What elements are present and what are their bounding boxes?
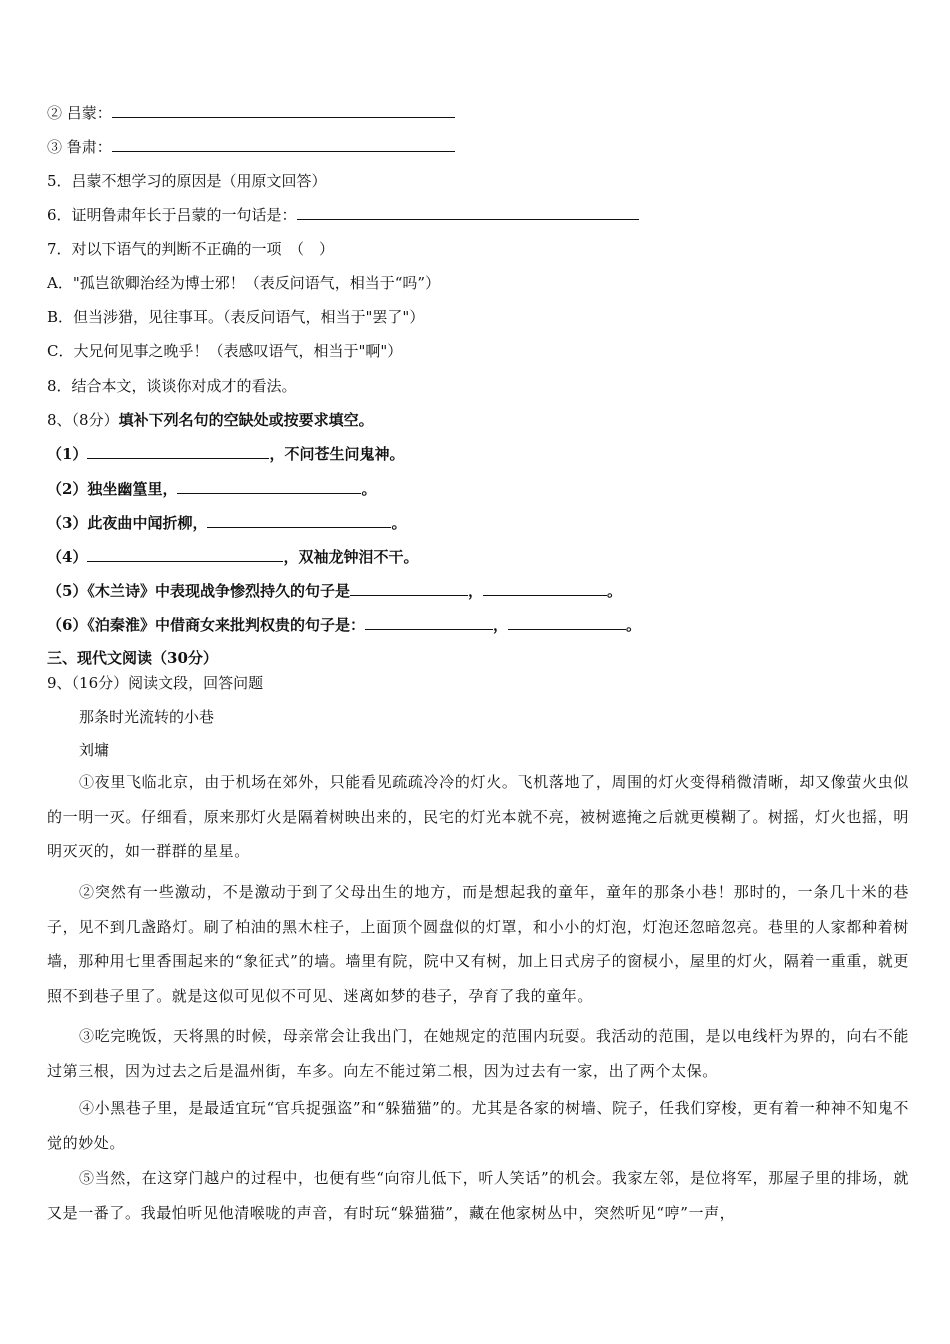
option-c: C．大兄何见事之晚乎！（表感叹语气，相当于"啊"） xyxy=(47,342,403,360)
section-3-title: 三、现代文阅读（30分） xyxy=(47,649,218,667)
article-author: 刘墉 xyxy=(79,741,110,759)
question-number: 8、 xyxy=(47,411,72,429)
item-text: ， xyxy=(492,616,508,634)
item-number: （1） xyxy=(47,445,88,463)
question-7-stem: 7．对以下语气的判断不正确的一项 （ ） xyxy=(47,240,335,258)
item-text: 。 xyxy=(625,616,641,634)
fill-item-3 xyxy=(47,513,406,533)
fill-item-5 xyxy=(47,581,622,601)
fill-item-4 xyxy=(47,547,418,567)
score: （8分） xyxy=(71,411,119,429)
fill-item-1 xyxy=(47,444,404,464)
answer-blank[interactable] xyxy=(508,615,626,630)
answer-blank[interactable] xyxy=(112,103,455,118)
item-text: ， xyxy=(467,582,483,600)
instruction: 填补下列名句的空缺处或按要求填空。 xyxy=(118,411,374,429)
answer-blank[interactable] xyxy=(483,581,607,596)
translate-item-3 xyxy=(47,137,455,157)
article-title: 那条时光流转的小巷 xyxy=(79,708,215,726)
answer-blank[interactable] xyxy=(350,581,468,596)
translate-item-2 xyxy=(47,103,455,123)
paragraph-4: ④小黑巷子里，是最适宜玩“官兵捉强盗”和“躲猫猫”的。尤其是各家的树墙、院子，任我们穿梭，更有着一种神不知鬼不觉的妙处。 xyxy=(47,1099,909,1152)
option-a: A．"孤岂欲卿治经为博士邪！（表反问语气，相当于“吗”） xyxy=(47,274,441,292)
question-5: 5．吕蒙不想学习的原因是（用原文回答） xyxy=(47,172,327,190)
item-text: （3）此夜曲中闻折柳， xyxy=(47,514,208,532)
paragraph-2: ②突然有一些激动，不是激动于到了父母出生的地方，而是想起我的童年，童年的那条小巷！那时的，一条几十米的巷子，见不到几盏路灯。刷了柏油的黑木柱子，上面顶个圆盘似的灯罩，和小小的灯泡，灯泡还忽暗忽亮。巷里的人家都种着树墙，那种用七里香围起来的“象征式”的墙。墙里有院，院中又有树，加上日式房子的窗棂小，屋里的灯火，隔着一重重，就更照不到巷子里了。就是这似可见似不可见、迷离如梦的巷子，孕育了我的童年。 xyxy=(47,883,909,1005)
section-8-header xyxy=(47,410,374,430)
item-text: （6）《泊秦淮》中借商女来批判权贵的句子是： xyxy=(47,616,365,634)
question-9: 9、（16分）阅读文段，回答问题 xyxy=(47,674,264,692)
paragraph-1: ①夜里飞临北京，由于机场在郊外，只能看见疏疏冷冷的灯火。飞机落地了，周围的灯火变得稍微清晰，却又像萤火虫似的一明一灭。仔细看，原来那灯火是隔着树映出来的，民宅的灯光本就不亮，被树遮掩之后就更模糊了。树摇，灯火也摇，明明灭灭的，如一群群的星星。 xyxy=(47,773,909,860)
item-text: 。 xyxy=(606,582,622,600)
question-8-discussion: 8．结合本文，谈谈你对成才的看法。 xyxy=(47,377,297,395)
item-text: 。 xyxy=(391,514,407,532)
paragraph-5: ⑤当然，在这穿门越户的过程中，也便有些“向帘儿低下，听人笑话”的机会。我家左邻，是位将军，那屋子里的排场，就又是一番了。我最怕听见他清喉咙的声音，有时玩“躲猫猫”，藏在他家树丛中，突然听见“哼”一声， xyxy=(47,1169,909,1222)
item-text: 。 xyxy=(361,480,377,498)
item-text: ，不问苍生问鬼神。 xyxy=(269,445,405,463)
question-text: 6．证明鲁肃年长于吕蒙的一句话是： xyxy=(47,206,297,224)
item-number: （4） xyxy=(47,548,88,566)
answer-blank[interactable] xyxy=(177,479,361,494)
item-label: ② 吕蒙： xyxy=(47,104,112,122)
answer-blank[interactable] xyxy=(112,137,455,152)
item-text: （2）独坐幽篁里， xyxy=(47,480,178,498)
option-b: B．但当涉猎，见往事耳。（表反问语气，相当于"罢了"） xyxy=(47,308,425,326)
item-text: ，双袖龙钟泪不干。 xyxy=(283,548,419,566)
question-6 xyxy=(47,205,639,225)
answer-blank[interactable] xyxy=(207,513,391,528)
answer-blank[interactable] xyxy=(365,615,493,630)
answer-blank[interactable] xyxy=(297,205,639,220)
fill-item-2 xyxy=(47,479,376,499)
item-label: ③ 鲁肃： xyxy=(47,138,112,156)
answer-blank[interactable] xyxy=(87,547,283,562)
fill-item-6 xyxy=(47,615,641,635)
answer-blank[interactable] xyxy=(87,444,269,459)
paragraph-3: ③吃完晚饭，天将黑的时候，母亲常会让我出门，在她规定的范围内玩耍。我活动的范围，是以电线杆为界的，向右不能过第三根，因为过去之后是温州街，车多。向左不能过第二根，因为过去有一家，出了两个太保。 xyxy=(47,1027,909,1080)
item-text: （5）《木兰诗》中表现战争惨烈持久的句子是 xyxy=(47,582,350,600)
